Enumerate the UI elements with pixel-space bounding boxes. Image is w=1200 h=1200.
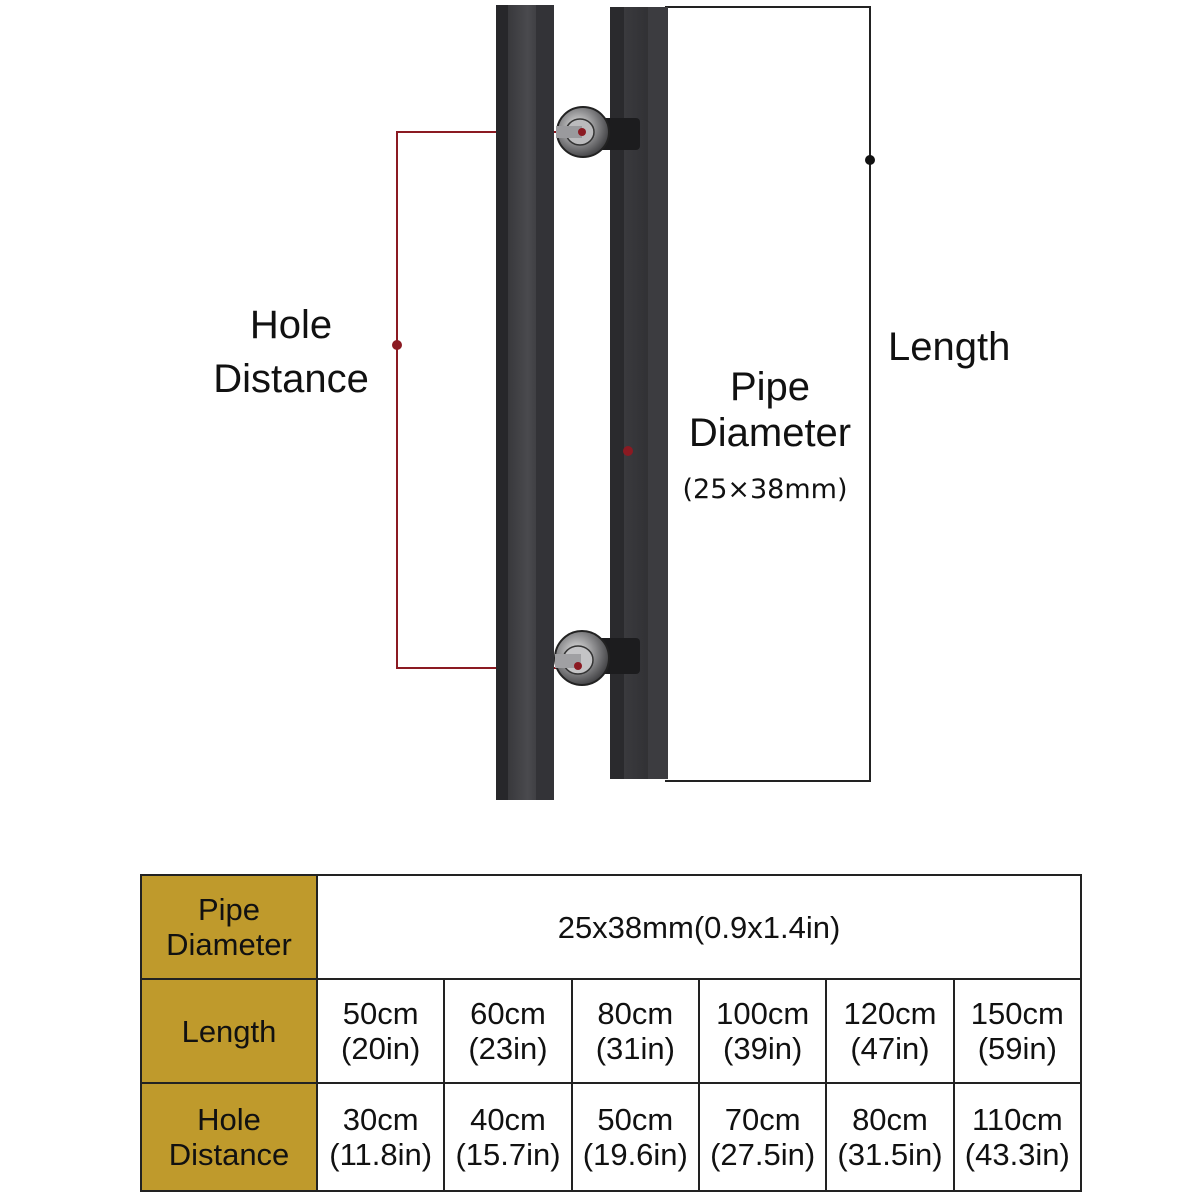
pipe-diameter-marker xyxy=(623,446,633,456)
hole-distance-cell xyxy=(444,1083,571,1191)
cell-text: (31.5in) xyxy=(837,1137,943,1172)
header-pipe-diameter xyxy=(141,875,317,979)
cell-text: (59in) xyxy=(977,1031,1057,1066)
cell-text: 50cm xyxy=(597,1102,674,1137)
header-hole-distance xyxy=(141,1083,317,1191)
pipe-diameter-value: (25×38mm) xyxy=(682,474,848,505)
cell-text: (39in) xyxy=(723,1031,803,1066)
length-cell xyxy=(826,979,953,1083)
cell-text: 30cm xyxy=(342,1102,419,1137)
hole-distance-cell xyxy=(699,1083,826,1191)
table-row-pipe-diameter xyxy=(141,875,1081,979)
cell-text: (11.8in) xyxy=(329,1137,433,1172)
hole-distance-cell xyxy=(572,1083,699,1191)
pipe-diameter-value-cell xyxy=(317,875,1081,979)
cell-text: 120cm xyxy=(843,996,937,1031)
header-length xyxy=(141,979,317,1083)
cell-text: (23in) xyxy=(468,1031,548,1066)
cell-text: (43.3in) xyxy=(964,1137,1070,1172)
cell-text: 25x38mm(0.9x1.4in) xyxy=(557,909,841,945)
cell-text: (27.5in) xyxy=(710,1137,816,1172)
cell-text: (20in) xyxy=(341,1031,421,1066)
cell-text: (47in) xyxy=(850,1031,930,1066)
length-cell xyxy=(572,979,699,1083)
header-text: Length xyxy=(181,1013,277,1049)
header-text: Hole xyxy=(197,1102,261,1137)
hole-distance-cell xyxy=(826,1083,953,1191)
length-cell xyxy=(317,979,444,1083)
hole-distance-cell xyxy=(317,1083,444,1191)
cell-text: 110cm xyxy=(971,1102,1063,1137)
table-row-length xyxy=(141,979,1081,1083)
cell-text: 40cm xyxy=(470,1102,546,1137)
spec-table xyxy=(140,874,1082,1192)
cell-text: 70cm xyxy=(724,1102,801,1137)
cell-text: (31in) xyxy=(595,1031,675,1066)
pipe-diameter-label-line1: Pipe xyxy=(729,365,811,409)
pipe-diameter-label-line2: Diameter xyxy=(688,411,852,455)
cell-text: 80cm xyxy=(597,996,674,1031)
cell-text: (19.6in) xyxy=(582,1137,688,1172)
table-row-hole-distance xyxy=(141,1083,1081,1191)
cell-text: 50cm xyxy=(342,996,419,1031)
length-cell xyxy=(699,979,826,1083)
header-text: Distance xyxy=(168,1137,290,1172)
handle-bar-left xyxy=(496,5,554,800)
cell-text: 100cm xyxy=(716,996,810,1031)
header-text: Diameter xyxy=(166,927,292,962)
header-text: Pipe xyxy=(197,892,261,927)
hole-distance-label xyxy=(196,298,386,406)
hole-distance-cell xyxy=(954,1083,1081,1191)
length-label: Length xyxy=(888,325,1011,369)
length-cell xyxy=(444,979,571,1083)
pipe-diameter-label xyxy=(670,364,870,456)
cell-text: 150cm xyxy=(970,996,1064,1031)
cell-text: (15.7in) xyxy=(455,1137,561,1172)
cell-text: 60cm xyxy=(470,996,546,1031)
length-cell xyxy=(954,979,1081,1083)
hole-distance-label-line2: Distance xyxy=(213,357,369,401)
hole-distance-label-line1: Hole xyxy=(249,303,333,347)
cell-text: 80cm xyxy=(852,1102,928,1137)
